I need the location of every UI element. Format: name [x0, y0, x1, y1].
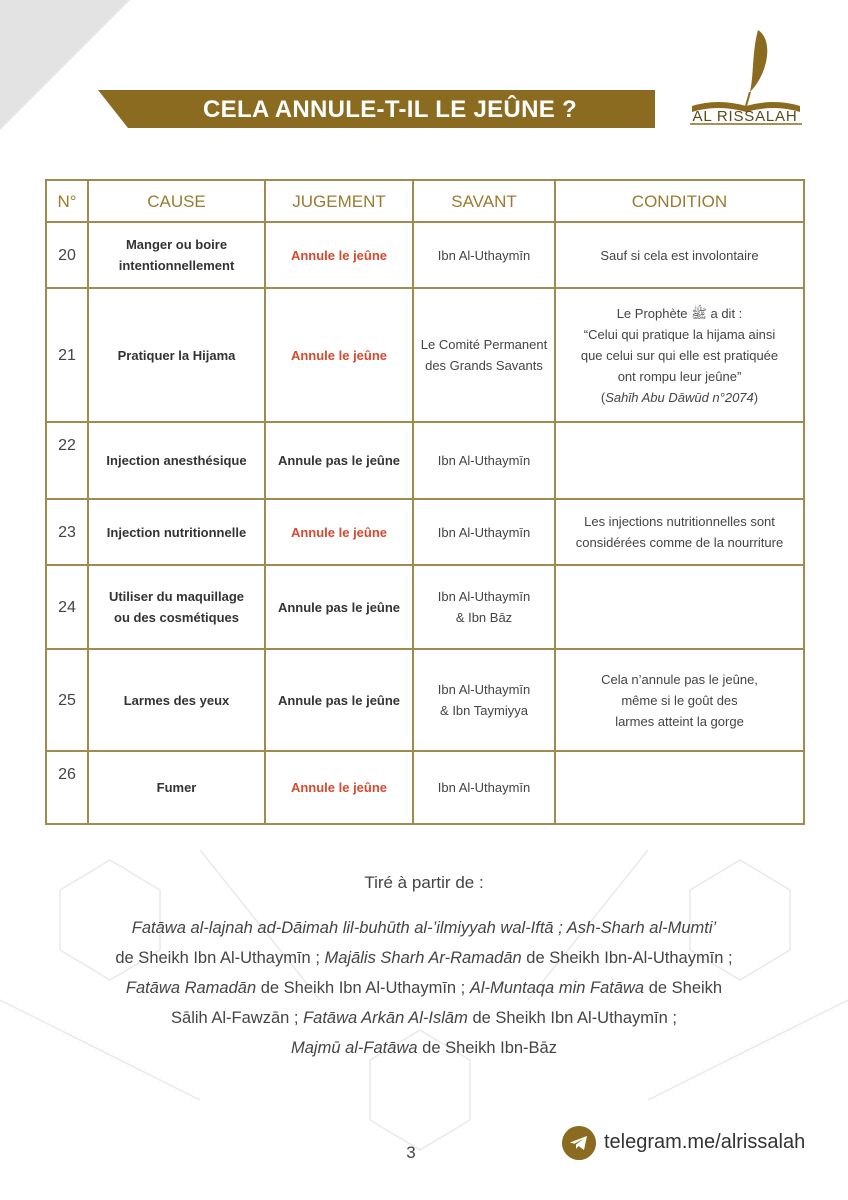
reference-author: de Sheikh Ibn-Al-Uthaymīn ; — [526, 949, 733, 967]
header-savant: SAVANT — [413, 180, 555, 222]
reference-author: Sālih Al-Fawzān ; — [171, 1009, 299, 1027]
cause-cell: Larmes des yeux — [88, 649, 265, 751]
judgment-cell: Annule pas le jeûne — [265, 649, 413, 751]
header-cause: CAUSE — [88, 180, 265, 222]
row-number: 23 — [46, 499, 88, 565]
condition-cell — [555, 499, 804, 565]
condition-line: ont rompu leur jeûne” — [617, 368, 742, 384]
reference-title: Fatāwa Ramadān — [125, 979, 257, 997]
citation: Sahīh Abu Dāwūd n°2074 — [605, 389, 754, 405]
sources-title: Tiré à partir de : — [364, 873, 484, 892]
table-header-row — [46, 180, 804, 222]
judgment-cell: Annule pas le jeûne — [265, 422, 413, 499]
condition-line: que celui sur qui elle est pratiquée — [580, 347, 779, 363]
header-num: N° — [46, 180, 88, 222]
citation-close: ) — [753, 389, 759, 405]
condition-cell — [555, 288, 804, 422]
reference-author: de Sheikh Ibn Al-Uthaymīn ; — [260, 979, 466, 997]
row-number: 25 — [46, 649, 88, 751]
condition-cell — [555, 649, 804, 751]
table-row — [46, 288, 804, 422]
cause-cell — [88, 222, 265, 288]
reference-title: Fatāwa Arkān Al-Islām — [303, 1009, 468, 1027]
reference-title: Al-Muntaqa min Fatāwa — [469, 979, 645, 997]
page-title: CELA ANNULE-T-IL LE JEÛNE ? — [203, 96, 577, 123]
row-number: 20 — [46, 222, 88, 288]
table-row — [46, 422, 804, 499]
savant-line: & Ibn Taymiyya — [440, 703, 528, 718]
row-number: 22 — [46, 422, 88, 499]
table-row — [46, 222, 804, 288]
table-row — [46, 499, 804, 565]
row-number: 21 — [46, 288, 88, 422]
condition-line: Le Prophète ﷺ a dit : — [616, 305, 743, 321]
telegram-link[interactable]: telegram.me/alrissalah — [604, 1131, 806, 1153]
cause-cell — [88, 565, 265, 649]
savant-cell: Ibn Al-Uthaymīn — [413, 222, 555, 288]
citation-open: ( — [600, 389, 606, 405]
savant-line: Ibn Al-Uthaymīn — [437, 589, 531, 604]
condition-line: même si le goût des — [621, 692, 738, 708]
condition-line: “Celui qui pratique la hijama ainsi — [583, 326, 776, 342]
savant-line: & Ibn Bāz — [455, 610, 513, 625]
telegram-icon[interactable] — [562, 1126, 596, 1160]
condition-cell — [555, 565, 804, 649]
judgment-cell: Annule le jeûne — [265, 499, 413, 565]
header-judgment: JUGEMENT — [265, 180, 413, 222]
judgment-cell: Annule pas le jeûne — [265, 565, 413, 649]
condition-cell — [555, 751, 804, 824]
savant-cell — [413, 288, 555, 422]
condition-cell: Sauf si cela est involontaire — [555, 222, 804, 288]
condition-line: Les injections nutritionnelles sont — [584, 514, 775, 529]
judgment-cell: Annule le jeûne — [265, 288, 413, 422]
fasting-table — [45, 179, 805, 825]
sources-references — [60, 913, 788, 1063]
savant-line: Le Comité Permanent — [420, 337, 548, 352]
logo-text: AL RISSALAH — [692, 108, 798, 125]
table-row — [46, 751, 804, 824]
condition-cell — [555, 422, 804, 499]
condition-line: considérées comme de la nourriture — [575, 535, 784, 550]
condition-line: Cela n’annule pas le jeûne, — [601, 671, 758, 687]
condition-line: larmes atteint la gorge — [615, 713, 744, 729]
savant-line: des Grands Savants — [425, 358, 543, 373]
savant-cell: Ibn Al-Uthaymīn — [413, 751, 555, 824]
reference-title: Fatāwa al-lajnah ad-Dāimah lil-buhūth al-’ilmiyyah wal-Iftā ; Ash-Sharh al-Mumti’ — [131, 919, 717, 937]
savant-cell — [413, 649, 555, 751]
savant-line: Ibn Al-Uthaymīn — [437, 682, 531, 697]
savant-cell — [413, 565, 555, 649]
cause-line: Utiliser du maquillage — [108, 589, 245, 604]
header-condition: CONDITION — [555, 180, 804, 222]
cause-line: ou des cosmétiques — [114, 610, 239, 625]
cause-cell: Injection nutritionnelle — [88, 499, 265, 565]
reference-title: Majmū al-Fatāwa — [291, 1039, 418, 1057]
reference-author: de Sheikh Ibn Al-Uthaymīn ; — [472, 1009, 677, 1027]
savant-cell: Ibn Al-Uthaymīn — [413, 499, 555, 565]
row-number: 24 — [46, 565, 88, 649]
judgment-cell: Annule le jeûne — [265, 222, 413, 288]
reference-author: de Sheikh Ibn-Bāz — [422, 1039, 557, 1057]
table-row — [46, 649, 804, 751]
savant-cell: Ibn Al-Uthaymīn — [413, 422, 555, 499]
page-number: 3 — [406, 1143, 416, 1162]
reference-author: de Sheikh Ibn Al-Uthaymīn ; — [115, 949, 320, 967]
reference-title: Majālis Sharh Ar-Ramadān — [324, 949, 522, 967]
reference-author: de Sheikh — [648, 979, 723, 997]
cause-line: Manger ou boire — [125, 237, 228, 252]
cause-cell: Fumer — [88, 751, 265, 824]
row-number: 26 — [46, 751, 88, 824]
judgment-cell: Annule le jeûne — [265, 751, 413, 824]
cause-cell: Pratiquer la Hijama — [88, 288, 265, 422]
cause-line: intentionnellement — [118, 258, 235, 273]
cause-cell: Injection anesthésique — [88, 422, 265, 499]
table-row — [46, 565, 804, 649]
